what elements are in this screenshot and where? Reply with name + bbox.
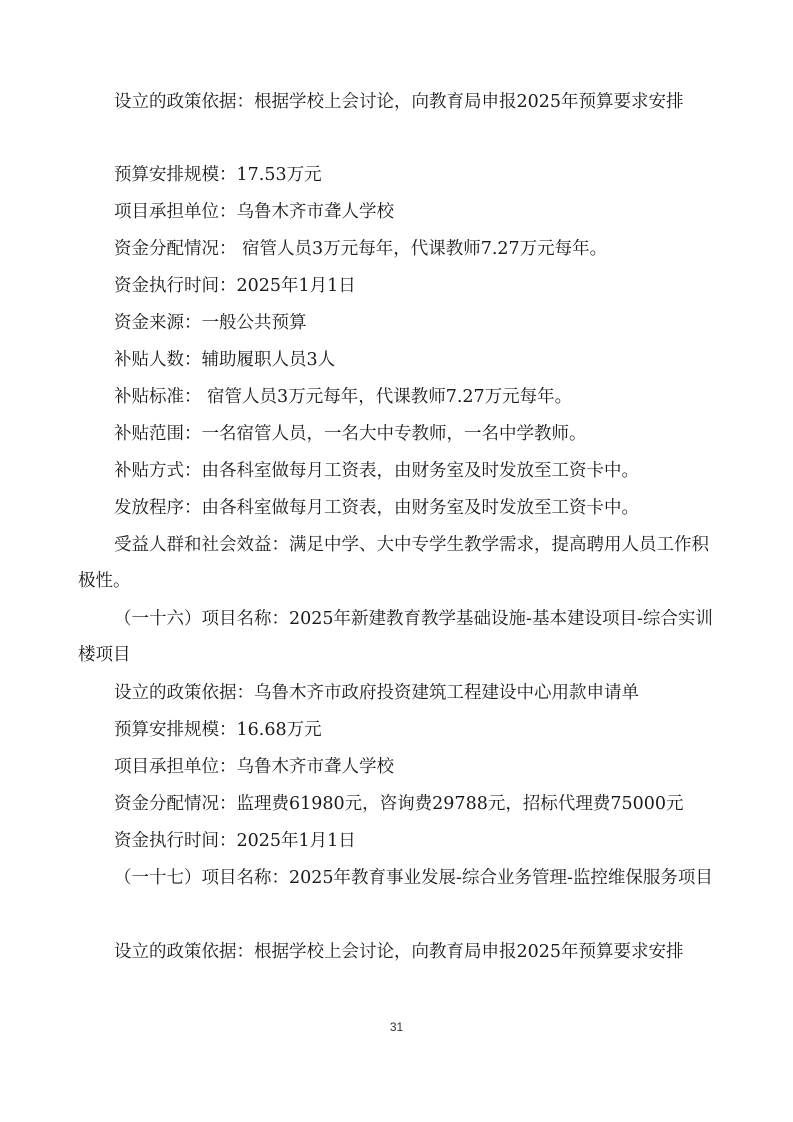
section-heading-17: （一十七）项目名称：2025年教育事业发展-综合业务管理-监控维保服务项目 [114,868,713,888]
page-number: 31 [389,1020,404,1034]
paragraph-policy-basis-2: 设立的政策依据：乌鲁木齐市政府投资建筑工程建设中心用款申请单 [114,683,639,703]
paragraph-execution-time-1: 资金执行时间：2025年1月1日 [114,276,356,296]
paragraph-budget-scale-1: 预算安排规模：17.53万元 [114,165,322,185]
paragraph-policy-basis-1: 设立的政策依据：根据学校上会讨论，向教育局申报2025年预算要求安排 [114,92,684,112]
paragraph-beneficiaries: 受益人群和社会效益：满足中学、大中专学生教学需求，提高聘用人员工作积极性。 [78,535,709,591]
paragraph-policy-basis-3: 设立的政策依据：根据学校上会讨论，向教育局申报2025年预算要求安排 [114,942,684,962]
paragraph-undertaking-unit-1: 项目承担单位：乌鲁木齐市聋人学校 [114,202,394,222]
paragraph-subsidy-count: 补贴人数：辅助履职人员3人 [114,350,336,370]
paragraph-undertaking-unit-2: 项目承担单位：乌鲁木齐市聋人学校 [114,757,394,777]
paragraph-fund-source: 资金来源：一般公共预算 [114,313,307,333]
paragraph-distribution-procedure: 发放程序：由各科室做每月工资表，由财务室及时发放至工资卡中。 [114,498,639,518]
paragraph-budget-scale-2: 预算安排规模：16.68万元 [114,720,322,740]
paragraph-subsidy-method: 补贴方式：由各科室做每月工资表，由财务室及时发放至工资卡中。 [114,461,639,481]
paragraph-execution-time-2: 资金执行时间：2025年1月1日 [114,831,356,851]
paragraph-fund-allocation-2: 资金分配情况：监理费61980元，咨询费29788元，招标代理费75000元 [114,794,684,814]
section-heading-16: （一十六）项目名称：2025年新建教育教学基础设施-基本建设项目-综合实训楼项目 [78,609,713,665]
paragraph-subsidy-scope: 补贴范围：一名宿管人员，一名大中专教师，一名中学教师。 [114,424,587,444]
paragraph-fund-allocation-1: 资金分配情况： 宿管人员3万元每年，代课教师7.27万元每年。 [114,239,608,259]
paragraph-subsidy-standard: 补贴标准： 宿管人员3万元每年，代课教师7.27万元每年。 [114,387,573,407]
